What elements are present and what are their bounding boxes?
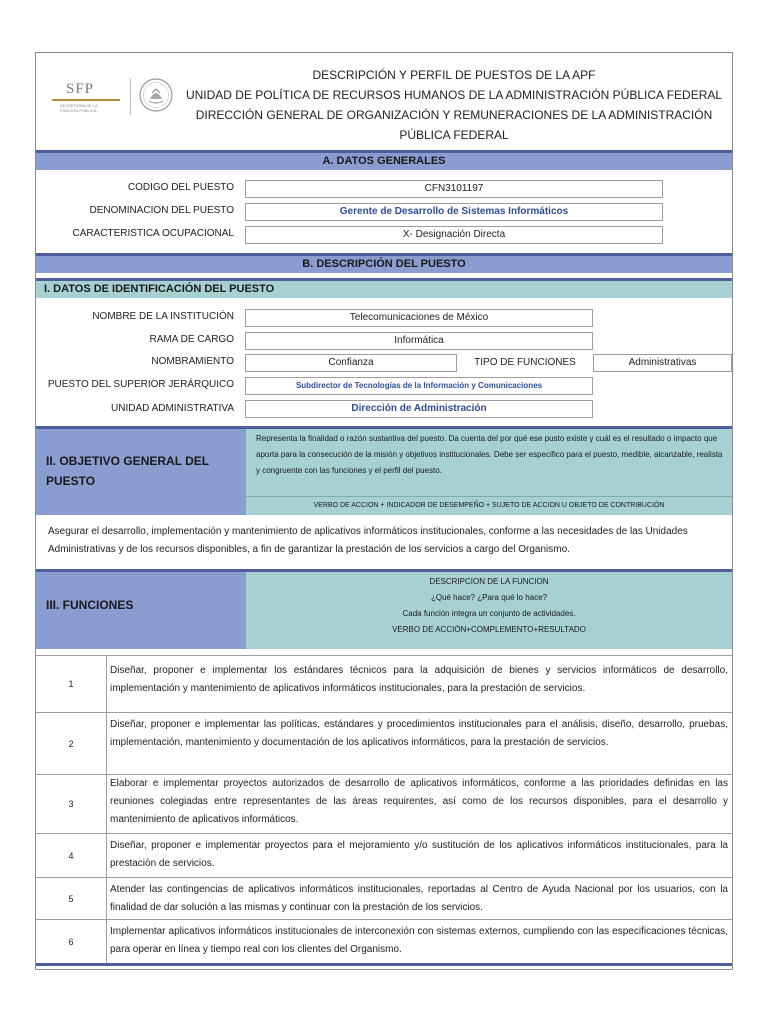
funciones-header-line-3: Cada función integra un conjunto de actividades.	[402, 609, 576, 618]
header-line-3: DIRECCIÓN GENERAL DE ORGANIZACIÓN Y REMUNERACIONES DE LA ADMINISTRACIÓN	[195, 108, 713, 122]
objetivo-title: II. OBJETIVO GENERAL DEL PUESTO	[46, 454, 209, 488]
superior-field: Subdirector de Tecnologías de la Información y Comunicaciones	[245, 377, 593, 395]
funcion-text: Implementar aplicativos informáticos institucionales de interconexión con sistemas externos, cumpliendo con las especificaciones técnicas, para operar en línea y tiempo real con los clientes del Organismo.	[110, 926, 728, 955]
funcion-text: Diseñar, proponer e implementar proyectos para el mejoramiento y/o sustitución de los aplicativos informáticos institucionales, para la prestación de servicios.	[110, 840, 728, 869]
codigo-field: CFN3101197	[245, 180, 663, 198]
sfp-logo-subtext: SECRETARÍA DE LA FUNCIÓN PÚBLICA	[60, 103, 98, 113]
header-line-1: DESCRIPCIÓN Y PERFIL DE PUESTOS DE LA APF	[312, 68, 596, 82]
denominacion-label: DENOMINACION DEL PUESTO	[89, 205, 234, 216]
institucion-field: Telecomunicaciones de México	[245, 309, 593, 327]
caracteristica-field: X- Designación Directa	[245, 226, 663, 244]
unidad-label: UNIDAD ADMINISTRATIVA	[111, 403, 234, 414]
objetivo-guide-cell	[246, 426, 732, 515]
header-line-4: PÚBLICA FEDERAL	[399, 128, 509, 142]
rama-field: Informática	[245, 332, 593, 350]
logo-divider	[130, 79, 131, 115]
sfp-logo	[46, 77, 176, 127]
header-line-2: UNIDAD DE POLÍTICA DE RECURSOS HUMANOS DE LA ADMINISTRACIÓN PÚBLICA FEDERAL	[185, 88, 723, 102]
denominacion-field: Gerente de Desarrollo de Sistemas Informáticos	[245, 203, 663, 221]
funcion-text: Diseñar, proponer e implementar los estándares técnicos para la adquisición de bienes y servicios informáticos de desarrollo, implementación y mantenimiento de aplicativos informáticos institucionales, para la prestación de servicios.	[110, 665, 728, 694]
funcion-number: 1	[36, 656, 107, 712]
objetivo-title-cell	[36, 426, 246, 515]
codigo-label: CODIGO DEL PUESTO	[127, 182, 234, 193]
bottom-rule	[36, 963, 732, 966]
funcion-row	[36, 774, 732, 833]
header-titles	[176, 65, 732, 145]
funcion-number: 6	[36, 920, 107, 963]
funcion-number: 3	[36, 775, 107, 833]
funcion-row	[36, 877, 732, 919]
funcion-text: Diseñar, proponer e implementar las políticas, estándares y procedimientos institucionales para el análisis, diseño, desarrollo, pruebas, implementación, mantenimiento y documentación de los aplicativos informáticos, para la prestación de servicios.	[110, 719, 728, 748]
objetivo-guide-text: Representa la finalidad o razón sustantiva del puesto. Da cuenta del por qué ese pusto existe y cuál es el resultado o impacto que aporta para la consecución de la misión y objetivos institucionales. Debe ser especifico para el puesto, medible, alcanzable, realista y congruente con las funciones y el perfil del puesto.	[256, 434, 723, 475]
tipo-funciones-label: TIPO DE FUNCIONES	[474, 357, 576, 368]
funcion-row	[36, 655, 732, 712]
funciones-header-cell	[246, 569, 732, 649]
institucion-label: NOMBRE DE LA INSTITUCIÓN	[92, 311, 234, 322]
section-a-title: A. DATOS GENERALES	[36, 150, 732, 170]
nombramiento-label: NOMBRAMIENTO	[151, 356, 234, 367]
objetivo-formula: VERBO DE ACCION + INDICADOR DE DESEMPEÑO + SUJETO DE ACCION U OBJETO DE CONTRIBUCIÓN	[246, 496, 732, 515]
funcion-row	[36, 919, 732, 963]
caracteristica-label: CARACTERISTICA OCUPACIONAL	[72, 228, 234, 239]
rama-label: RAMA DE CARGO	[149, 334, 234, 345]
unidad-field: Dirección de Administración	[245, 400, 593, 418]
funcion-number: 5	[36, 878, 107, 919]
funciones-header-line-2: ¿Qué hace? ¿Para qué lo hace?	[430, 593, 548, 602]
funcion-text: Elaborar e implementar proyectos autorizados de desarrollo de aplicativos informáticos, conforme a las prioridades definidas en las reuniones colegiadas entre representantes de las áreas requirentes, así como de los recursos disponibles, para el desarrollo y mantenimiento de aplicativos informáticos.	[110, 778, 728, 825]
section-b-title: B. DESCRIPCIÓN DEL PUESTO	[36, 253, 732, 273]
funciones-title: III. FUNCIONES	[46, 598, 134, 612]
document-header	[36, 53, 732, 146]
funciones-title-cell	[36, 569, 246, 649]
funciones-header-line-1: DESCRIPCION DE LA FUNCION	[429, 577, 549, 586]
mexico-seal-icon	[138, 77, 174, 113]
funciones-header-line-4: VERBO DE ACCIÓN+COMPLEMENTO+RESULTADO	[392, 625, 586, 634]
superior-label: PUESTO DEL SUPERIOR JERÁRQUICO	[47, 379, 234, 390]
funcion-number: 4	[36, 834, 107, 877]
funcion-number: 2	[36, 713, 107, 774]
objetivo-text: Asegurar el desarrollo, implementación y mantenimiento de aplicativos informáticos institucionales, conforme a las necesidades de las Unidades Administrativas y de los recursos disponibles, a fin de garantizar la prestación de los servicios a cargo del Organismo.	[48, 526, 688, 555]
tipo-funciones-field: Administrativas	[593, 354, 732, 372]
sfp-logo-text: SFP	[66, 81, 95, 97]
funcion-row	[36, 833, 732, 877]
funcion-text: Atender las contingencias de aplicativos informáticos institucionales, reportadas al Centro de Ayuda Nacional por los usuarios, con la finalidad de dar solución a las mismas y continuar con la prestación de los servicios.	[110, 884, 728, 913]
section-i-title: I. DATOS DE IDENTIFICACIÓN DEL PUESTO	[36, 278, 732, 298]
funcion-row	[36, 712, 732, 774]
document-page	[35, 52, 733, 970]
nombramiento-field: Confianza	[245, 354, 457, 372]
sfp-logo-rule	[52, 99, 120, 101]
